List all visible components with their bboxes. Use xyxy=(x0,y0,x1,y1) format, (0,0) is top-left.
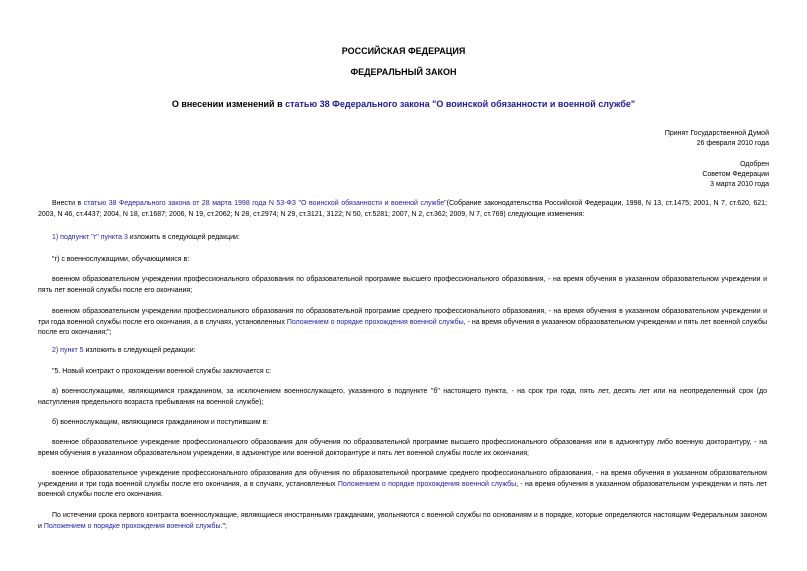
adoption-council xyxy=(469,160,769,190)
duma-date: 26 февраля 2010 года xyxy=(696,140,769,147)
item-1-link[interactable]: 1) подпункт "г" пункта 3 xyxy=(52,234,128,241)
service-regulation-link-2[interactable]: Положением о порядке прохождения военной службы xyxy=(337,480,517,488)
final-paragraph xyxy=(38,511,767,532)
law-title-prefix: О внесении изменений в xyxy=(171,99,286,109)
p5-b2-text-a: военное образовательное учреждение профессионального образования для обучения по образовательной программе среднего профессионального образования, - на время обучения в указанном образовательном учреждении и три года военной службы после его окончания, а в случаях, установленных xyxy=(38,470,767,488)
subitem-g: "г) с военнослужащими, обучающимися в: xyxy=(52,256,190,263)
service-regulation-link-1[interactable]: Положением о порядке прохождения военной службы xyxy=(286,318,464,326)
g-mid-text-b: , - на время обучения в указанном образовательном учреждении и пять лет военной службы после его окончания;"; xyxy=(38,318,768,336)
law-title-link[interactable]: статью 38 Федерального закона "О воинской обязанности и военной службе" xyxy=(285,99,636,109)
country-heading: РОССИЙСКАЯ ФЕДЕРАЦИЯ xyxy=(341,46,466,56)
council-date: 3 марта 2010 года xyxy=(710,181,769,188)
point-5: "5. Новый контракт о прохождении военной службы заключается с: xyxy=(52,368,272,375)
law-title xyxy=(0,99,807,110)
adoption-duma xyxy=(469,129,769,149)
item-2-text: изложить в следующей редакции: xyxy=(83,347,196,354)
approved-label: Одобрен xyxy=(740,161,769,168)
intro-text-b: (Собрание законодательства Российской Федерации, 1998, N 13, ст.1475; 2001, N 7, ст.620, 621; 2003, N 46, ст.4437; 2004, N 18, ст.1687; 2006, N 19, ст.2062; N 28, ст.2974; N 29, ст.3121, 3122; N 50, ст.5281; 2007, N 2, ст.362; 2009, N 7, ст.769) следующие изменения: xyxy=(38,200,767,218)
point-5-a: а) военнослужащими, являющимися гражданином, за исключением военнослужащего, указанного в подпункте "б" настоящего пункта, - на срок три года, пять лет, десять лет или на неопределенный срок (до наступления предельного возраста пребывания на военной службе); xyxy=(38,388,767,406)
point-5-b: б) военнослужащим, являющимся гражданином и поступившим в: xyxy=(52,419,269,426)
final-text-b: ."; xyxy=(220,522,227,530)
point-5-b-higher: военное образовательное учреждение профессионального образования для обучения по образовательной программе высшего профессионального образования или в адъюнктуру либо военную докторантуру, - на время обучения в указанном образовательном учреждении, в адъюнктуре или военной докторантуре и пять лет военной службы после их окончания; xyxy=(38,439,767,457)
item-1-text: изложить в следующей редакции: xyxy=(127,234,240,241)
final-text-a: По истечении срока первого контракта военнослужащие, являющиеся иностранными гражданами, увольняются с военной службы по основаниям и в порядке, которые определяются настоящим Федеральным законом и xyxy=(38,512,767,530)
item-2 xyxy=(38,346,767,357)
intro-paragraph xyxy=(38,199,767,220)
council-label: Советом Федерации xyxy=(702,171,769,178)
duma-label: Принят Государственной Думой xyxy=(664,130,769,137)
item-2-link[interactable]: 2) пункт 5 xyxy=(52,347,84,354)
intro-law-link[interactable]: статью 38 Федерального закона от 28 марта 1998 года N 53-ФЗ "О воинской обязанности и военной службе" xyxy=(83,200,447,207)
subitem-g-secondary xyxy=(38,307,767,339)
subitem-g-higher: военном образовательном учреждении профессионального образования по образовательной программе высшего профессионального образования, - на время обучения в указанном образовательном учреждении и пять лет военной службы после его окончания; xyxy=(38,276,767,294)
point-5-b-secondary xyxy=(38,469,767,501)
item-1 xyxy=(38,233,767,244)
intro-text-a: Внести в xyxy=(52,200,84,207)
g-mid-text-a: военном образовательном учреждении профессионального образования по образовательной программе среднего профессионального образования, - на время обучения в указанном образовательном учреждении и три года военной службы после его окончания, а в случаях, установленных xyxy=(38,308,767,326)
service-regulation-link-3[interactable]: Положением о порядке прохождения военной службы xyxy=(43,522,221,530)
p5-b2-text-b: , - на время обучения в указанном образовательном учреждении и пять лет военной службы после его окончания. xyxy=(38,480,768,498)
law-type-heading: ФЕДЕРАЛЬНЫЙ ЗАКОН xyxy=(350,67,457,77)
